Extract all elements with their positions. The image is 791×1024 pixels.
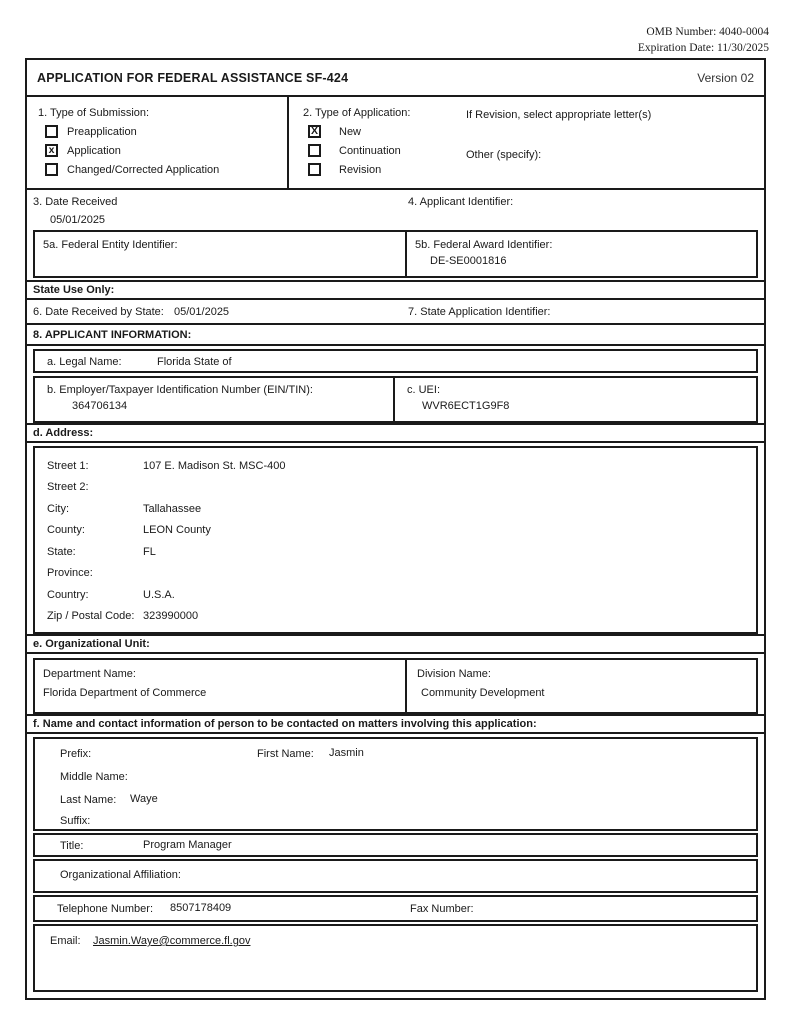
version-label: Version 02 bbox=[697, 70, 754, 85]
type-of-application-section bbox=[289, 97, 764, 188]
last-name-value: Waye bbox=[130, 793, 158, 805]
fax-label: Fax Number: bbox=[410, 903, 474, 915]
street1-label: Street 1: bbox=[47, 459, 89, 472]
contact-title-box bbox=[33, 833, 758, 857]
org-unit-header-label: e. Organizational Unit: bbox=[33, 638, 150, 650]
checkbox-preapplication bbox=[45, 125, 58, 138]
city-value: Tallahassee bbox=[143, 502, 202, 515]
state-use-only-label: State Use Only: bbox=[33, 284, 115, 296]
date-received-label: 3. Date Received bbox=[33, 196, 118, 208]
department-name-value: Florida Department of Commerce bbox=[43, 687, 207, 699]
suffix-label: Suffix: bbox=[60, 815, 91, 827]
ein-value: 364706134 bbox=[72, 400, 128, 412]
checkbox-new bbox=[308, 125, 321, 138]
federal-entity-cell bbox=[35, 232, 407, 276]
address-row-zip bbox=[35, 606, 756, 628]
phone-fax-box bbox=[33, 895, 758, 922]
federal-award-value: DE-SE0001816 bbox=[430, 255, 507, 267]
federal-award-label: 5b. Federal Award Identifier: bbox=[415, 239, 553, 251]
state-value: FL bbox=[143, 545, 156, 558]
ein-label: b. Employer/Taxpayer Identification Number (EIN/TIN): bbox=[47, 384, 313, 396]
department-name-label: Department Name: bbox=[43, 668, 136, 680]
federal-identifier-row bbox=[33, 230, 758, 278]
title-value: Program Manager bbox=[143, 839, 232, 851]
first-name-label: First Name: bbox=[257, 748, 314, 760]
contact-bar bbox=[27, 714, 764, 734]
middle-name-label: Middle Name: bbox=[60, 771, 128, 783]
option-changed-corrected bbox=[45, 163, 287, 176]
type-of-submission-section bbox=[27, 97, 289, 188]
address-bar bbox=[27, 423, 764, 443]
division-name-value: Community Development bbox=[421, 687, 545, 699]
federal-award-cell bbox=[407, 232, 756, 276]
email-box bbox=[33, 924, 758, 992]
option-application bbox=[45, 144, 287, 157]
checkbox-mark: x bbox=[48, 144, 55, 157]
form-header bbox=[27, 60, 764, 97]
uei-value: WVR6ECT1G9F8 bbox=[422, 400, 510, 412]
checkbox-changed-corrected bbox=[45, 163, 58, 176]
division-name-label: Division Name: bbox=[417, 668, 491, 680]
address-row-province bbox=[35, 563, 756, 585]
state-use-only-bar bbox=[27, 280, 764, 300]
department-cell bbox=[35, 660, 407, 712]
org-unit-bar bbox=[27, 634, 764, 654]
option-changed-corrected-label: Changed/Corrected Application bbox=[67, 163, 220, 176]
uei-label: c. UEI: bbox=[407, 384, 441, 396]
state-date-row bbox=[27, 300, 764, 325]
city-label: City: bbox=[47, 502, 69, 515]
country-label: Country: bbox=[47, 588, 89, 601]
omb-block bbox=[638, 24, 769, 56]
street1-value: 107 E. Madison St. MSC-400 bbox=[143, 459, 286, 472]
county-label: County: bbox=[47, 524, 85, 537]
division-cell bbox=[407, 660, 756, 712]
expiration-date: Expiration Date: 11/30/2025 bbox=[637, 42, 769, 54]
address-row-street2 bbox=[35, 477, 756, 499]
telephone-value: 8507178409 bbox=[170, 902, 232, 914]
federal-entity-label: 5a. Federal Entity Identifier: bbox=[43, 239, 178, 251]
option-continuation-label: Continuation bbox=[339, 144, 401, 157]
first-name-value: Jasmin bbox=[329, 747, 364, 759]
legal-name-value: Florida State of bbox=[157, 356, 232, 368]
form-title: APPLICATION FOR FEDERAL ASSISTANCE SF-424 bbox=[37, 70, 349, 85]
uei-cell bbox=[395, 378, 756, 421]
option-revision-label: Revision bbox=[339, 163, 382, 176]
other-specify-label: Other (specify): bbox=[466, 149, 542, 161]
checkbox-mark: X bbox=[310, 125, 318, 138]
state-application-identifier-label: 7. State Application Identifier: bbox=[408, 306, 551, 318]
street2-label: Street 2: bbox=[47, 481, 89, 494]
date-received-row bbox=[27, 190, 764, 230]
option-new-label: New bbox=[339, 125, 362, 138]
telephone-label: Telephone Number: bbox=[57, 903, 154, 915]
checkbox-revision bbox=[308, 163, 321, 176]
prefix-label: Prefix: bbox=[60, 748, 92, 760]
section-type-row bbox=[27, 97, 764, 190]
ein-uei-row bbox=[33, 376, 758, 423]
org-affiliation-label: Organizational Affiliation: bbox=[60, 869, 181, 881]
checkbox-application bbox=[45, 144, 58, 157]
address-box bbox=[33, 446, 758, 634]
contact-name-box bbox=[33, 737, 758, 831]
email-value: Jasmin.Waye@commerce.fl.gov bbox=[93, 935, 251, 947]
applicant-identifier-label: 4. Applicant Identifier: bbox=[408, 196, 514, 208]
org-unit-box bbox=[33, 658, 758, 714]
ein-cell bbox=[35, 378, 395, 421]
county-value: LEON County bbox=[143, 524, 211, 537]
address-row-state bbox=[35, 541, 756, 563]
applicant-information-bar bbox=[27, 325, 764, 346]
email-label: Email: bbox=[50, 935, 81, 947]
legal-name-row bbox=[33, 349, 758, 373]
country-value: U.S.A. bbox=[143, 588, 175, 601]
last-name-label: Last Name: bbox=[60, 794, 117, 806]
address-header-label: d. Address: bbox=[33, 427, 94, 439]
address-row-city bbox=[35, 498, 756, 520]
org-affiliation-box bbox=[33, 859, 758, 893]
address-row-street1 bbox=[35, 455, 756, 477]
option-new bbox=[308, 125, 764, 138]
option-application-label: Application bbox=[67, 144, 121, 157]
option-preapplication bbox=[45, 125, 287, 138]
type-of-submission-label: 1. Type of Submission: bbox=[38, 107, 150, 119]
option-revision bbox=[308, 163, 764, 176]
form-container bbox=[25, 58, 766, 1000]
date-received-by-state-label: 6. Date Received by State: bbox=[33, 306, 164, 318]
title-label: Title: bbox=[60, 840, 84, 852]
applicant-information-label: 8. APPLICANT INFORMATION: bbox=[33, 328, 192, 341]
contact-header-label: f. Name and contact information of person to be contacted on matters involving this application: bbox=[33, 718, 537, 730]
address-row-country bbox=[35, 584, 756, 606]
option-preapplication-label: Preapplication bbox=[67, 125, 137, 138]
type-of-application-label: 2. Type of Application: bbox=[303, 107, 411, 119]
legal-name-label: a. Legal Name: bbox=[47, 356, 122, 368]
checkbox-continuation bbox=[308, 144, 321, 157]
date-received-value: 05/01/2025 bbox=[50, 214, 106, 226]
state-label: State: bbox=[47, 545, 76, 558]
province-label: Province: bbox=[47, 567, 93, 580]
revision-note: If Revision, select appropriate letter(s) bbox=[466, 109, 652, 121]
zip-label: Zip / Postal Code: bbox=[47, 610, 135, 623]
omb-number: OMB Number: 4040-0004 bbox=[646, 26, 769, 38]
date-received-by-state-value: 05/01/2025 bbox=[174, 306, 230, 318]
address-row-county bbox=[35, 520, 756, 542]
zip-value: 323990000 bbox=[143, 610, 199, 623]
